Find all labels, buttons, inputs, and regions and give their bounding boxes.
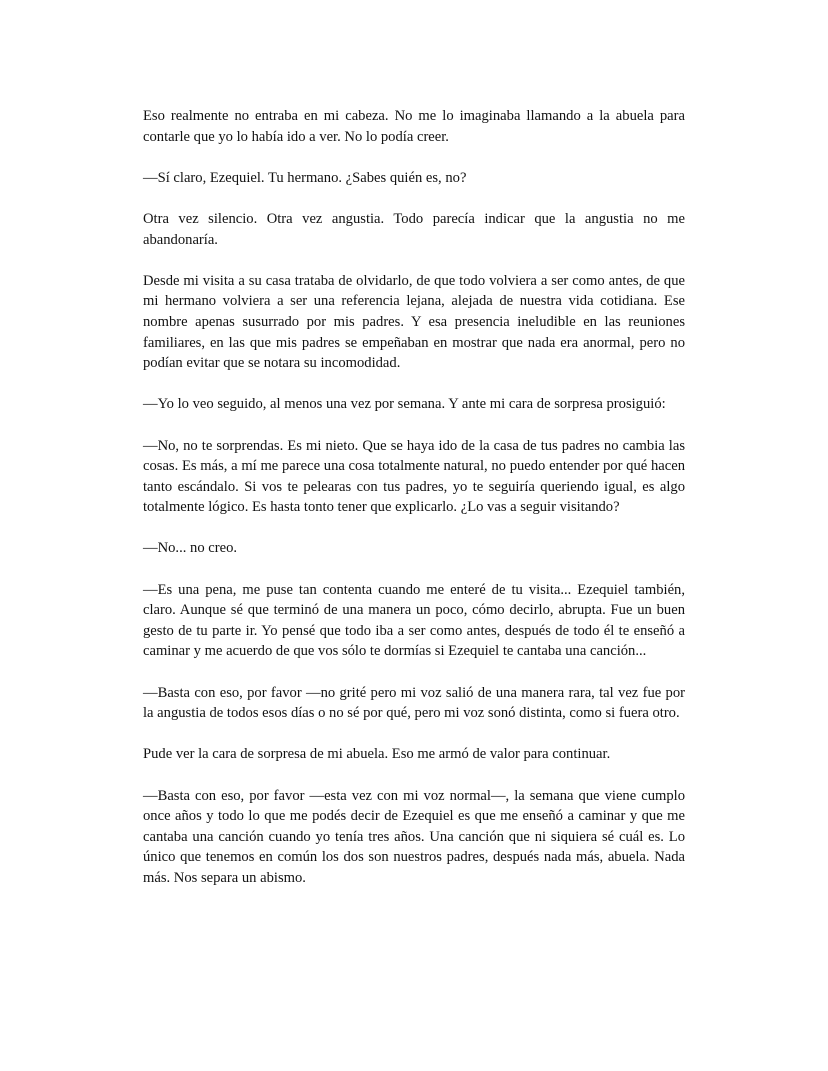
document-page	[143, 106, 685, 909]
paragraph-7: —No... no creo.	[143, 540, 238, 557]
paragraph-6: —No, no te sorprendas. Es mi nieto. Que se haya ido de la casa de tus padres no cambia las cosas. Es más, a mí me parece una cosa totalmente natural, no puedo entender por qué hacen tanto escándalo. Si vos te pelearas con tus padres, yo te seguiría queriendo igual, es algo totalmente lógico. Es hasta tonto tener que explicarlo. ¿Lo vas a seguir visitando?	[143, 437, 685, 516]
paragraph-1: Eso realmente no entraba en mi cabeza. No me lo imaginaba llamando a la abuela para contarle que yo lo había ido a ver. No lo podía creer.	[143, 108, 685, 145]
paragraph-5: —Yo lo veo seguido, al menos una vez por semana. Y ante mi cara de sorpresa prosiguió:	[143, 396, 666, 413]
paragraph-10: Pude ver la cara de sorpresa de mi abuela. Eso me armó de valor para continuar.	[143, 746, 611, 763]
paragraph-9: —Basta con eso, por favor —no grité pero mi voz salió de una manera rara, tal vez fue por la angustia de todos esos días o no sé por qué, pero mi voz sonó distinta, como si fuera otro.	[143, 684, 685, 722]
paragraph-3: Otra vez silencio. Otra vez angustia. Todo parecía indicar que la angustia no me abandonaría.	[143, 210, 685, 248]
paragraph-11: —Basta con eso, por favor —esta vez con mi voz normal—, la semana que viene cumplo once años y todo lo que me podés decir de Ezequiel es que me enseñó a caminar y que me cantaba una canción cuando yo tenía tres años. Una canción que ni siquiera sé cuál es. Lo único que tenemos en común los dos son nuestros padres, después nada más, abuela. Nada más. Nos separa un abismo.	[143, 787, 685, 886]
paragraph-4: Desde mi visita a su casa trataba de olvidarlo, de que todo volviera a ser como antes, de que mi hermano volviera a ser una referencia lejana, alejada de nuestra vida cotidiana. Ese nombre apenas susurrado por mis padres. Y esa presencia ineludible en las reuniones familiares, en las que mis padres se empeñaban en mostrar que nada era anormal, pero no podían evitar que se notara su incomodidad.	[143, 272, 685, 372]
paragraph-8: —Es una pena, me puse tan contenta cuando me enteré de tu visita... Ezequiel también, claro. Aunque sé que terminó de una manera un poco, cómo decirlo, abrupta. Fue un buen gesto de tu parte ir. Yo pensé que todo iba a ser como antes, después de todo él te enseñó a caminar y me acuerdo de que vos sólo te dormías si Ezequiel te cantaba una canción...	[143, 581, 685, 660]
paragraph-2: —Sí claro, Ezequiel. Tu hermano. ¿Sabes quién es, no?	[143, 169, 467, 186]
